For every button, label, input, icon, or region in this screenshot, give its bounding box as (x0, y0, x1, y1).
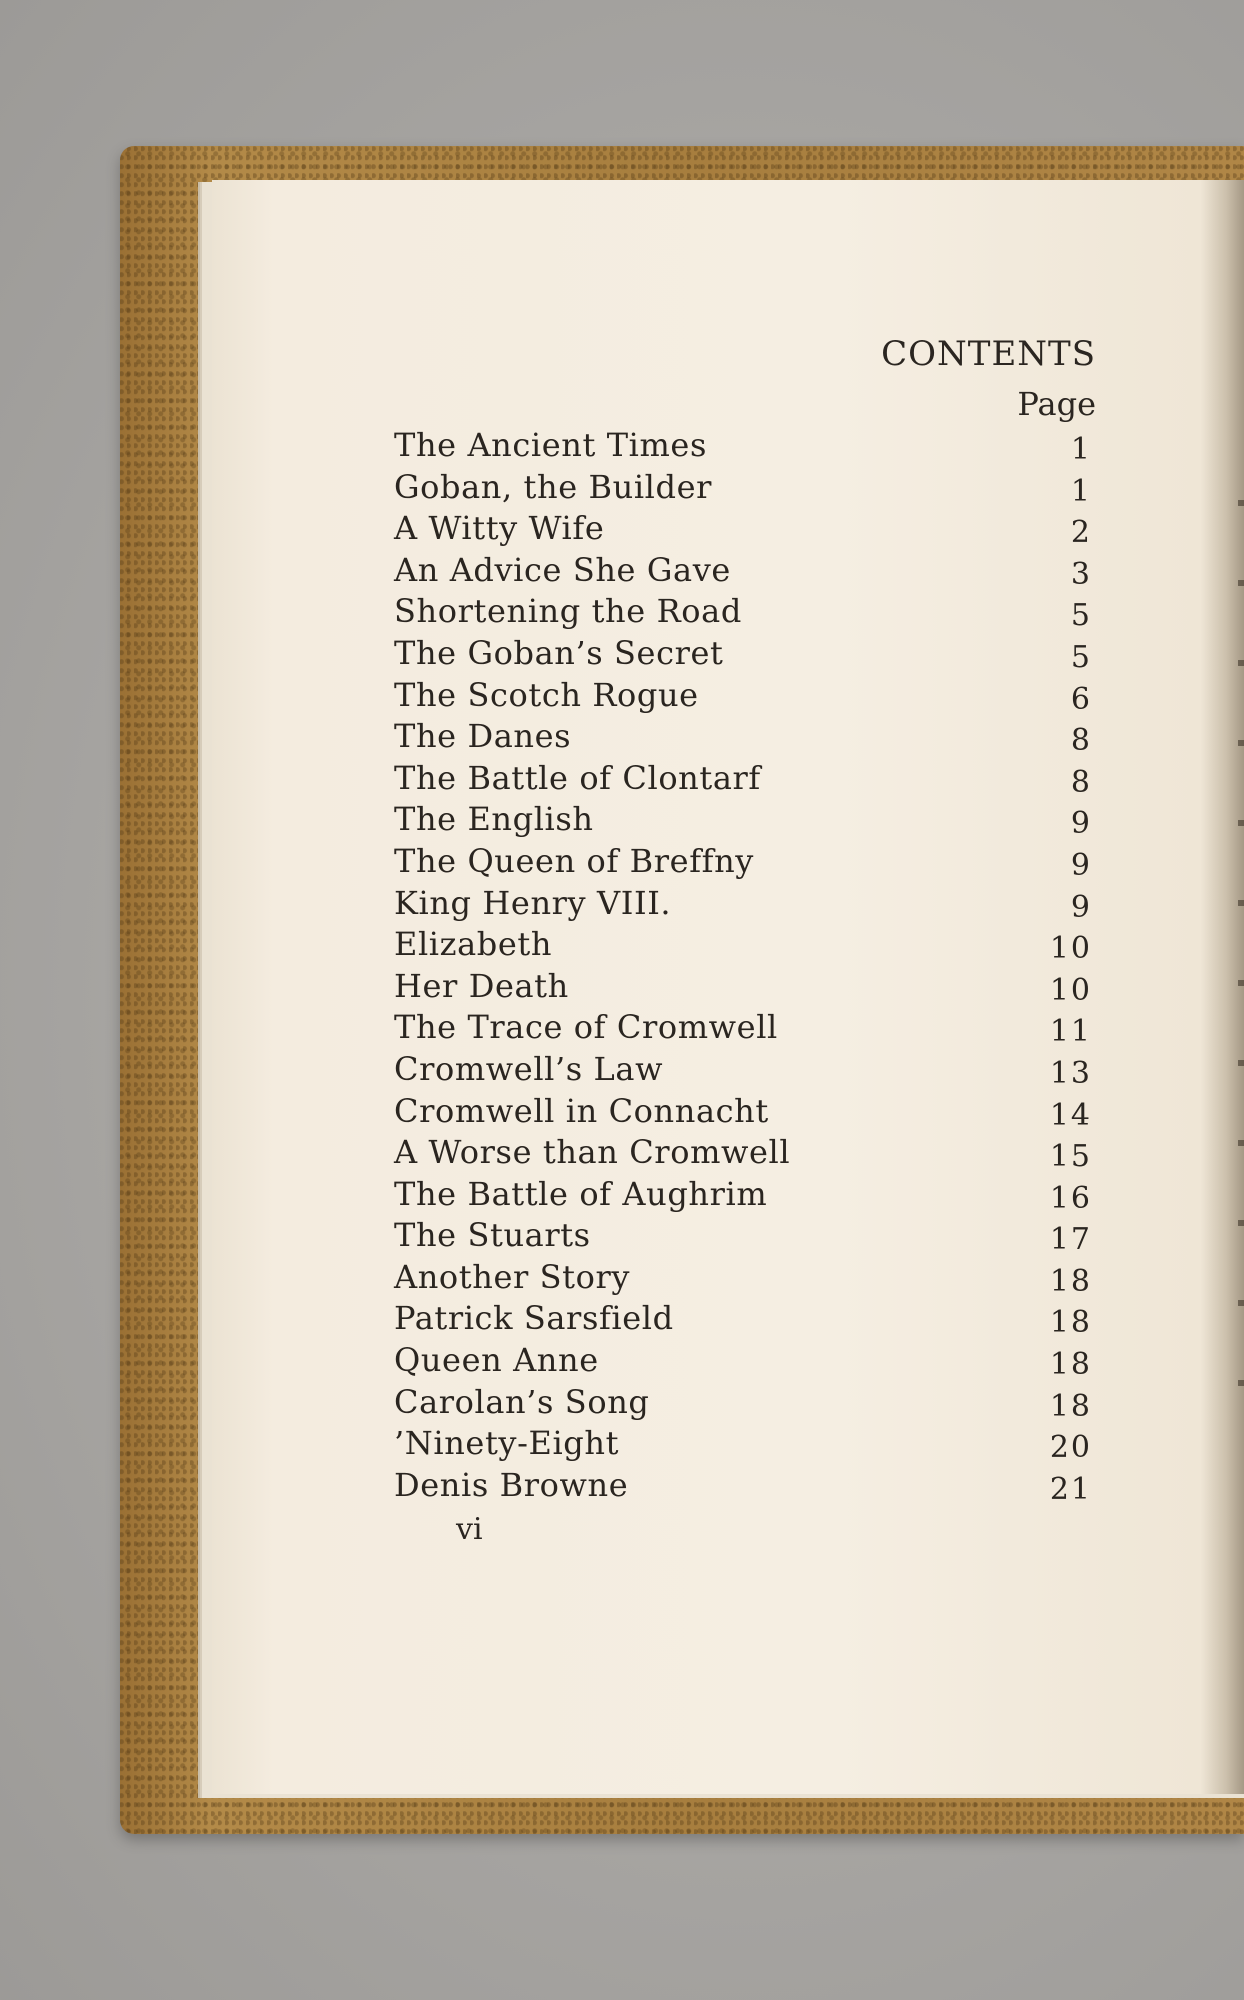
toc-entry (390, 1422, 1096, 1464)
toc-entry-page: 9 (1070, 806, 1092, 842)
toc-entry (390, 1131, 1096, 1173)
toc-entry-page: 21 (1049, 1471, 1092, 1507)
toc-entry-title: King Henry VIII. (394, 883, 672, 922)
toc-entry-page: 6 (1070, 681, 1092, 717)
toc-entry (390, 1464, 1096, 1506)
toc-entry (390, 840, 1096, 882)
toc-entry-page: 8 (1070, 764, 1092, 800)
toc-entry-page: 18 (1049, 1347, 1092, 1383)
toc-entry-page: 1 (1070, 432, 1092, 467)
toc-entry (390, 757, 1096, 799)
toc-entry (390, 1214, 1096, 1256)
toc-entry (390, 549, 1096, 591)
toc-entry-page: 5 (1070, 639, 1092, 675)
toc-entry-title: Goban, the Builder (394, 467, 713, 506)
toc-entry-title: Queen Anne (394, 1341, 599, 1380)
toc-entry-title: A Worse than Cromwell (394, 1133, 791, 1172)
toc-entry-page: 14 (1049, 1097, 1092, 1133)
toc-entry-title: The Danes (394, 717, 572, 756)
toc-entry-page: 9 (1070, 889, 1092, 925)
table-of-contents (390, 424, 1096, 1507)
toc-entry (390, 674, 1096, 716)
toc-entry (390, 798, 1096, 840)
toc-entry-title: The Battle of Aughrim (394, 1174, 768, 1213)
toc-entry-title: Carolan’s Song (394, 1382, 650, 1421)
toc-entry-title: The Scotch Rogue (394, 675, 699, 714)
toc-entry-title: A Witty Wife (394, 509, 605, 548)
toc-entry (390, 632, 1096, 674)
toc-entry (390, 1256, 1096, 1298)
toc-entry (390, 1381, 1096, 1423)
toc-entry-page: 3 (1070, 556, 1092, 592)
toc-entry-title: Her Death (394, 966, 569, 1005)
toc-entry-title: The English (394, 800, 594, 839)
page-column-label: Page (1017, 385, 1096, 423)
toc-entry-page: 2 (1070, 515, 1092, 551)
toc-entry (390, 1006, 1096, 1048)
toc-entry-page: 8 (1070, 723, 1092, 759)
toc-entry-page: 9 (1070, 847, 1092, 883)
page-folio: vi (456, 1512, 483, 1547)
toc-entry-page: 16 (1049, 1180, 1092, 1216)
toc-entry (390, 1173, 1096, 1215)
toc-entry-title: The Stuarts (394, 1216, 591, 1255)
toc-entry (390, 424, 1096, 466)
toc-entry-page: 17 (1049, 1222, 1092, 1258)
toc-entry-title: Elizabeth (394, 925, 553, 964)
toc-entry-title: The Queen of Breffny (394, 841, 754, 880)
toc-entry (390, 507, 1096, 549)
toc-entry (390, 590, 1096, 632)
toc-entry-page: 13 (1049, 1055, 1092, 1091)
toc-entry-title: An Advice She Gave (394, 550, 731, 589)
toc-entry (390, 1048, 1096, 1090)
toc-entry-page: 18 (1049, 1305, 1092, 1341)
toc-entry (390, 1339, 1096, 1381)
toc-entry-page: 5 (1070, 598, 1092, 634)
toc-entry-title: Cromwell in Connacht (394, 1091, 769, 1130)
toc-entry-title: Patrick Sarsfield (394, 1299, 674, 1338)
toc-entry-title: Cromwell’s Law (394, 1049, 664, 1088)
toc-entry-title: ’Ninety-Eight (394, 1424, 620, 1463)
toc-entry (390, 1297, 1096, 1339)
toc-entry-title: The Battle of Clontarf (394, 758, 761, 797)
toc-entry-page: 18 (1049, 1263, 1092, 1299)
toc-entry (390, 882, 1096, 924)
toc-entry-title: Denis Browne (394, 1465, 629, 1504)
contents-heading: CONTENTS (881, 334, 1096, 374)
toc-entry (390, 965, 1096, 1007)
toc-entry-page: 10 (1049, 931, 1092, 967)
toc-entry-title: Shortening the Road (394, 592, 742, 631)
toc-entry-page: 11 (1049, 1014, 1092, 1050)
toc-entry-page: 1 (1070, 473, 1092, 509)
toc-entry (390, 715, 1096, 757)
toc-entry (390, 1090, 1096, 1132)
toc-entry-page: 10 (1049, 972, 1092, 1008)
toc-entry-title: The Ancient Times (394, 426, 707, 464)
toc-entry-page: 15 (1049, 1139, 1092, 1175)
toc-entry (390, 466, 1096, 508)
toc-entry-page: 20 (1049, 1430, 1092, 1466)
toc-entry-title: Another Story (394, 1257, 631, 1296)
toc-entry (390, 923, 1096, 965)
facing-page-edge (1238, 500, 1244, 1400)
toc-entry-page: 18 (1049, 1388, 1092, 1424)
toc-entry-title: The Trace of Cromwell (394, 1008, 778, 1047)
toc-entry-title: The Goban’s Secret (394, 633, 724, 672)
